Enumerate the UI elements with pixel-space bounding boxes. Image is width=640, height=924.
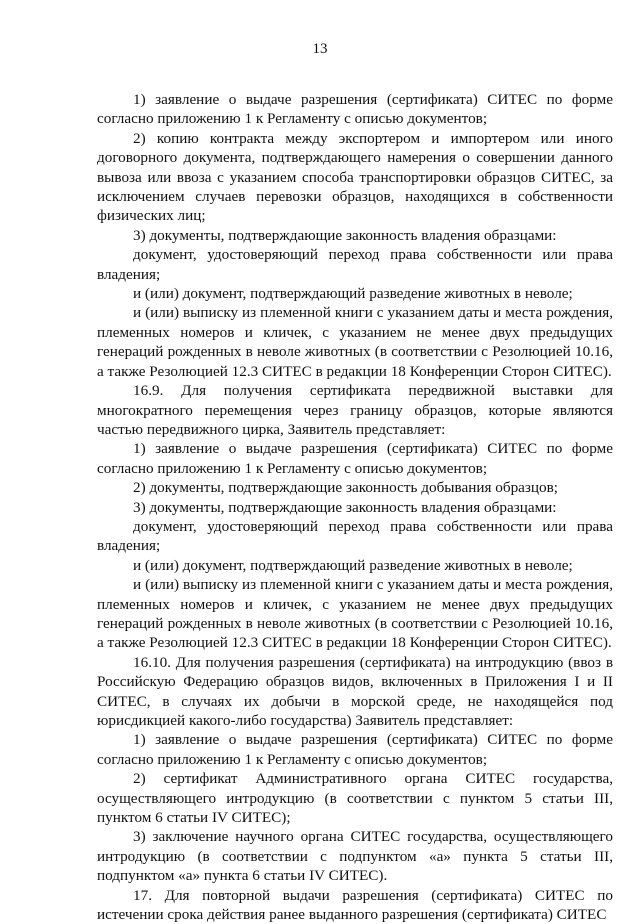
- paragraph: 3) документы, подтверждающие законность владения образцами:: [133, 498, 557, 516]
- paragraph: и (или) выписку из племенной книги с указанием даты и места рождения, племенных номеров и кличек, с указанием не менее двух предыдущих генераций рожденных в неволе животных (в соответствии с Резолюцией 10.16, а также Резолюцией 12.3 СИТЕС в редакции 18 Конференции Сторон СИТЕС).: [97, 304, 613, 380]
- paragraph: 1) заявление о выдаче разрешения (сертификата) СИТЕС по форме согласно приложению 1 к Регламенту с описью документов;: [97, 731, 613, 768]
- paragraph: и (или) документ, подтверждающий разведение животных в неволе;: [133, 285, 573, 303]
- paragraph: 3) заключение научного органа СИТЕС государства, осуществляющего интродукцию (в соответствии с подпунктом «а» пункта 5 статьи III, подпунктом «а» пункта 6 статьи IV СИТЕС).: [97, 828, 613, 885]
- paragraph: 16.9. Для получения сертификата передвижной выставки для многократного перемещения через границу образцов, которые являются частью передвижного цирка, Заявитель представляет:: [97, 382, 613, 438]
- paragraph: 17. Для повторной выдачи разрешения (сертификата) СИТЕС по истечении срока действия ранее выданного разрешения (сертификата) СИТЕС: [97, 886, 613, 924]
- paragraph: документ, удостоверяющий переход права собственности или права владения;: [97, 517, 613, 555]
- paragraph: документ, удостоверяющий переход права собственности или права владения;: [97, 246, 613, 283]
- paragraph: и (или) выписку из племенной книги с указанием даты и места рождения, племенных номеров и кличек, с указанием не менее двух предыдущих генераций рожденных в неволе животных (в соответствии с Резолюцией 10.16, а также Резолюцией 12.3 СИТЕС в редакции 18 Конференции Сторон СИТЕС).: [97, 576, 613, 652]
- paragraph: 2) документы, подтверждающие законность добывания образцов;: [133, 479, 559, 497]
- paragraph: 2) копию контракта между экспортером и импортером или иного договорного документа, подтверждающего намерения о совершении данного вывоза или ввоза с указанием способа транспортировки образцов СИТЕС, за исключением случаев перевозки образцов, находящихся в собственности физических лиц;: [97, 129, 613, 225]
- paragraph: 3) документы, подтверждающие законность владения образцами:: [133, 226, 557, 244]
- page-number: 13: [312, 41, 328, 57]
- paragraph: 1) заявление о выдаче разрешения (сертификата) СИТЕС по форме согласно приложению 1 к Регламенту с описью документов;: [97, 91, 613, 128]
- document-body: [97, 90, 613, 924]
- paragraph: 16.10. Для получения разрешения (сертификата) на интродукцию (ввоз в Российскую Федерацию образцов видов, включенных в Приложения I и II СИТЕС, в случаях их добычи в морской среде, не находящейся под юрисдикцией какого-либо государства) Заявитель представляет:: [97, 653, 613, 729]
- paragraph: 2) сертификат Административного органа СИТЕС государства, осуществляющего интродукцию (в соответствии с пунктом 5 статьи III, пунктом 6 статьи IV СИТЕС);: [97, 770, 613, 827]
- paragraph: 1) заявление о выдаче разрешения (сертификата) СИТЕС по форме согласно приложению 1 к Регламенту с описью документов;: [97, 440, 613, 477]
- paragraph: и (или) документ, подтверждающий разведение животных в неволе;: [133, 556, 573, 574]
